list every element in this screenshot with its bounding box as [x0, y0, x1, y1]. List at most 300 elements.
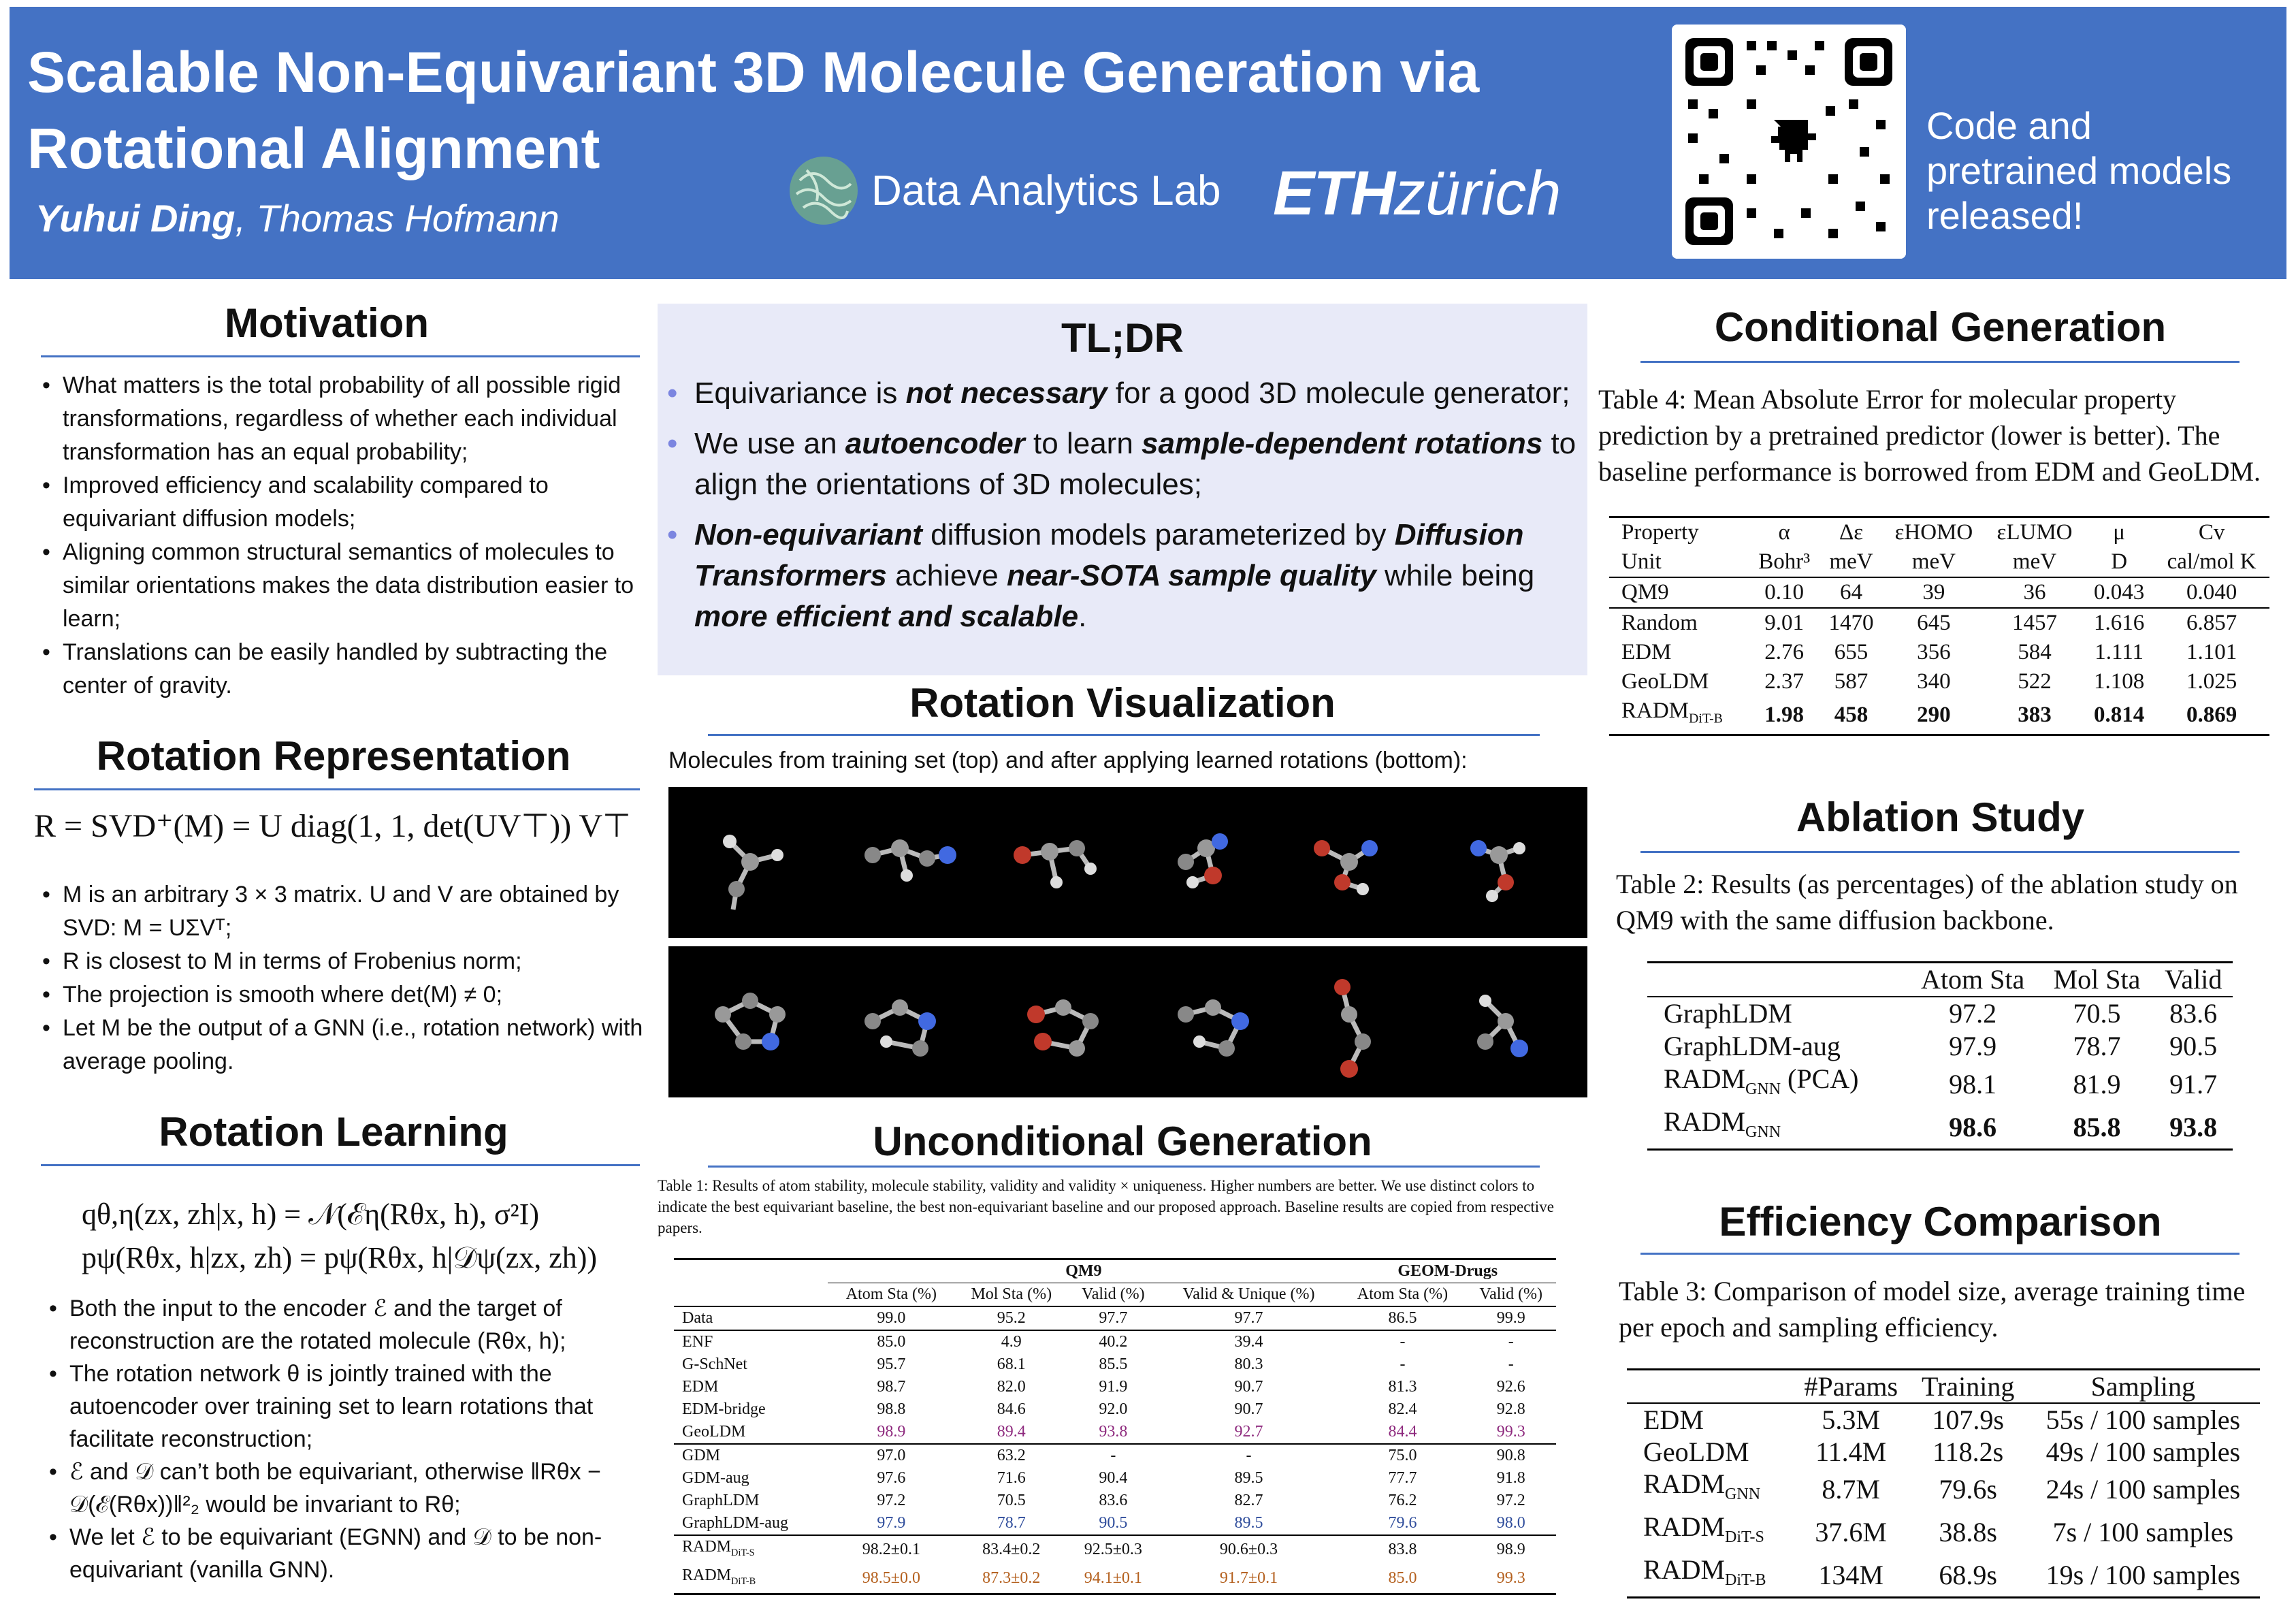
table-cell: 99.9 — [1466, 1306, 1556, 1330]
table-cell: 98.7 — [877, 1378, 906, 1396]
tldr-item-2 — [667, 423, 1583, 505]
table-header — [1627, 1370, 1792, 1404]
table-cell: 11.4M — [1815, 1436, 1887, 1467]
table-row — [674, 1512, 1556, 1535]
rotation-representation-rule — [34, 788, 640, 790]
molecule-2 — [864, 999, 936, 1057]
table-header: Valid (%) — [1082, 1285, 1145, 1303]
list-item: • ℰ and 𝒟 can’t both be equivariant, otherwise ‖Rθx − 𝒟(ℰ(Rθx))‖²₂ would be invariant to Rθ; — [49, 1456, 662, 1521]
list-item: • The rotation network θ is jointly trained with the autoencoder over training set to learn rotations that facilitate reconstruction; — [49, 1357, 662, 1456]
table-cell: 98.8 — [877, 1400, 906, 1418]
table2-caption: Table 2: Results (as percentages) of the ablation study on QM9 with the same diffusion backbone. — [1616, 869, 2238, 935]
table-cell: 39 — [1883, 577, 1985, 608]
rotation-visualization-title: Rotation Visualization — [909, 680, 1336, 726]
table-cell: 0.10 — [1749, 577, 1820, 608]
table-cell: 98.6 — [1906, 1106, 2040, 1150]
table-cell: 70.5 — [2040, 997, 2154, 1030]
table-cell: - — [1508, 1355, 1514, 1373]
tldr-text: to learn — [1024, 427, 1142, 460]
table-cell: $RADM_{GNN}$ — [1643, 1468, 1761, 1503]
table-row — [1647, 997, 2233, 1030]
table-cell: 98.2±0.1 — [828, 1535, 954, 1564]
tldr-emphasis: Non-equivariant — [694, 518, 922, 551]
lab-logo-icon — [786, 153, 861, 228]
table-cell: $RADM_{GNN}$ — [1647, 1106, 1906, 1150]
table-group-header: QM9 — [828, 1259, 1339, 1283]
table-cell: 97.0 — [828, 1444, 954, 1467]
table-cell: - — [1068, 1444, 1158, 1467]
table-group-header: GEOM-Drugs — [1339, 1259, 1556, 1283]
table-cell: 98.1 — [1949, 1068, 1997, 1099]
table-cell: 77.7 — [1388, 1469, 1417, 1487]
table-cell: 118.2s — [1933, 1436, 2004, 1467]
efficiency-title: Efficiency Comparison — [1719, 1199, 2162, 1244]
table-cell: 90.8 — [1466, 1444, 1556, 1467]
molecule-4 — [1178, 833, 1228, 888]
list-item: • What matters is the total probability of all possible rigid transformations, regardless of whether each individual transformation has an equal probability; — [42, 369, 641, 469]
table-header: cal/mol K — [2167, 549, 2257, 574]
conditional-title: Conditional Generation — [1714, 304, 2167, 350]
table-header — [674, 1283, 828, 1307]
table-cell: 92.7 — [1234, 1423, 1263, 1441]
table-row — [1627, 1403, 2260, 1436]
table-cell: - — [1159, 1444, 1340, 1467]
table1-body — [674, 1306, 1556, 1594]
table-cell: QM9 — [1609, 577, 1749, 608]
list-item: • M is an arbitrary 3 × 3 matrix. U and V are obtained by SVD: M = UΣVᵀ; — [42, 878, 655, 945]
table-row — [674, 1398, 1556, 1421]
table-header: Sampling — [2026, 1370, 2260, 1404]
table-cell: 75.0 — [1339, 1444, 1466, 1467]
table-header: Mol Sta — [2040, 963, 2154, 997]
table-cell: 78.7 — [997, 1514, 1026, 1532]
table-cell: 93.8 — [1099, 1423, 1128, 1441]
table-row — [674, 1259, 1556, 1283]
table-cell: 97.7 — [1068, 1306, 1158, 1330]
table-cell: 89.5 — [1234, 1514, 1263, 1532]
list-item: • Both the input to the encoder ℰ and the target of reconstruction are the rotated molecule (Rθx, h); — [49, 1292, 662, 1357]
table-cell: 90.7 — [1234, 1378, 1263, 1396]
tldr-text: for a good 3D molecule generator; — [1107, 376, 1570, 410]
table-header: Bohr³ — [1758, 549, 1811, 574]
table-cell: 63.2 — [954, 1444, 1068, 1467]
table3 — [1627, 1368, 2260, 1598]
table-cell: GraphLDM — [682, 1492, 760, 1509]
table-cell: G-SchNet — [682, 1355, 747, 1373]
conditional-rule — [1640, 361, 2240, 363]
motivation-rule — [41, 355, 640, 357]
table-header: #Params — [1792, 1370, 1910, 1404]
motivation-list — [42, 369, 641, 703]
rotation-visualization-caption: Molecules from training set (top) and after applying learned rotations (bottom): — [668, 748, 1468, 773]
table-cell: 0.040 — [2154, 577, 2269, 608]
table4-caption: Table 4: Mean Absolute Error for molecular property prediction by a pretrained predictor (lower is better). The baseline performance is borrowed from EDM and GeoLDM. — [1598, 384, 2261, 487]
table-header: Mol Sta (%) — [971, 1285, 1052, 1303]
table-cell: $RADM_{DiT-S}$ — [1643, 1511, 1764, 1546]
table-cell: 99.3 — [1496, 1423, 1525, 1441]
tldr-text: achieve — [886, 559, 1007, 592]
table-cell: 1457 — [1985, 608, 2084, 638]
table-row — [1647, 1063, 2233, 1106]
table-cell: 71.6 — [997, 1469, 1026, 1487]
table-cell: GeoLDM — [1621, 669, 1709, 694]
table-cell: 1.616 — [2084, 608, 2154, 638]
tldr-item-3 — [667, 515, 1583, 637]
table3-body — [1627, 1403, 2260, 1598]
table-header: meV — [1829, 549, 1873, 574]
table-cell: - — [1400, 1355, 1406, 1373]
table-row — [1609, 577, 2269, 608]
table-header: D — [2111, 549, 2128, 574]
decoder-equation: pψ(Rθx, h|zx, zh) = pψ(Rθx, h|𝒟ψ(zx, zh)) — [82, 1241, 598, 1274]
rotation-learning-title: Rotation Learning — [159, 1109, 508, 1155]
table-cell: 97.2 — [877, 1492, 906, 1509]
table-cell: $RADM_{DiT-B}$ — [674, 1564, 828, 1594]
table-header: Valid & Unique (%) — [1182, 1285, 1315, 1303]
tldr-title: TL;DR — [1061, 315, 1184, 361]
qr-note: Code and pretrained models released! — [1926, 104, 2232, 237]
tldr-item-1 — [667, 373, 1583, 414]
table-cell: 2.76 — [1764, 640, 1805, 664]
table-header: Atom Sta (%) — [845, 1285, 937, 1303]
lab-name: Data Analytics Lab — [871, 167, 1221, 214]
table-cell: 91.9 — [1099, 1378, 1128, 1396]
table-header-row — [1627, 1370, 2260, 1404]
table-cell: 68.9s — [1910, 1554, 2026, 1598]
tldr-emphasis: Diffusion Transformers — [694, 518, 1524, 592]
table-cell: 99.0 — [828, 1306, 954, 1330]
molecule-3 — [1027, 999, 1099, 1057]
table-cell: 8.7M — [1822, 1474, 1880, 1505]
tldr-emphasis: sample-dependent rotations — [1142, 427, 1543, 460]
rotation-visualization-rule — [708, 734, 1540, 736]
poster-title: Scalable Non-Equivariant 3D Molecule Generation via Rotational Alignment — [27, 40, 1480, 180]
table-cell: 107.9s — [1910, 1403, 2026, 1436]
table-cell: 83.4±0.2 — [954, 1535, 1068, 1564]
table-cell: 383 — [1985, 696, 2084, 735]
table-cell: 1470 — [1820, 608, 1883, 638]
table-cell: 0.869 — [2154, 696, 2269, 735]
table-cell: GDM — [674, 1444, 828, 1467]
unconditional-rule — [708, 1166, 1540, 1168]
table-cell: 0.814 — [2084, 696, 2154, 735]
table-header: μ — [2084, 517, 2154, 548]
table-cell: 91.8 — [1496, 1469, 1525, 1487]
table-cell: 98.0 — [1496, 1514, 1525, 1532]
table-cell: EDM — [682, 1378, 719, 1396]
table2-body — [1647, 997, 2233, 1150]
molecules-rotated-panel — [668, 946, 1587, 1097]
table-cell: Random — [1609, 608, 1749, 638]
tldr-text: Equivariance is — [694, 376, 906, 410]
table-cell: 1.108 — [2093, 669, 2145, 694]
table-row — [674, 1376, 1556, 1398]
molecule-2 — [864, 839, 956, 882]
table-cell: 98.9 — [877, 1423, 906, 1441]
rotation-representation-title: Rotation Representation — [96, 733, 571, 779]
table-header: Atom Sta (%) — [1357, 1285, 1449, 1303]
table-cell: 134M — [1792, 1554, 1910, 1598]
table-cell: GraphLDM-aug — [682, 1514, 788, 1532]
table-cell: 6.857 — [2154, 608, 2269, 638]
table-cell: 2.37 — [1764, 669, 1805, 694]
table-cell: 36 — [1985, 577, 2084, 608]
table3-caption: Table 3: Comparison of model size, average training time per epoch and sampling efficiency. — [1619, 1276, 2246, 1343]
table-cell: 655 — [1834, 640, 1869, 664]
table-cell: 83.6 — [2154, 997, 2233, 1030]
table-cell: 97.2 — [1496, 1492, 1525, 1509]
author-rest: , Thomas Hofmann — [235, 197, 560, 240]
table-cell: GeoLDM — [682, 1423, 746, 1441]
table-row — [674, 1330, 1556, 1353]
table-cell: 85.5 — [1099, 1355, 1128, 1373]
list-item: • We let ℰ to be equivariant (EGNN) and 𝒟 to be non-equivariant (vanilla GNN). — [49, 1521, 662, 1586]
table-cell: 98.5±0.0 — [828, 1564, 954, 1594]
table-row — [1627, 1511, 2260, 1554]
list-item: • The projection is smooth where det(M) ≠ 0; — [42, 978, 655, 1012]
molecule-1 — [715, 993, 786, 1050]
table-cell: 76.2 — [1388, 1492, 1417, 1509]
table-cell: 587 — [1834, 669, 1869, 694]
table-cell: 82.0 — [997, 1378, 1026, 1396]
rotation-learning-equations — [82, 1193, 667, 1280]
table-cell: 0.043 — [2084, 577, 2154, 608]
table-cell: EDM — [1627, 1403, 1792, 1436]
table-cell: 87.3±0.2 — [954, 1564, 1068, 1594]
table-cell: 91.7 — [2169, 1068, 2218, 1099]
table-row — [674, 1490, 1556, 1512]
table-header-row — [1647, 963, 2233, 997]
table-header: α — [1749, 517, 1820, 548]
tldr-emphasis: not necessary — [905, 376, 1107, 410]
tldr-emphasis: more efficient and scalable — [694, 600, 1079, 633]
table-cell: 68.1 — [997, 1355, 1026, 1373]
molecule-6 — [1470, 840, 1525, 902]
table-header: εHOMO — [1883, 517, 1985, 548]
table-cell: - — [1466, 1330, 1556, 1353]
table-cell: 91.7±0.1 — [1159, 1564, 1340, 1594]
tldr-emphasis: autoencoder — [845, 427, 1025, 460]
table-cell: 79.6s — [1939, 1474, 1997, 1505]
table-row — [674, 1444, 1556, 1467]
table-row — [1647, 1106, 2233, 1150]
table-header: Cv — [2154, 517, 2269, 548]
table-cell: 458 — [1820, 696, 1883, 735]
table-cell: GraphLDM — [1647, 997, 1906, 1030]
table-cell: GeoLDM — [1643, 1436, 1749, 1467]
tldr-list — [667, 373, 1583, 647]
table-cell: 356 — [1917, 640, 1951, 664]
table-cell: $RADM_{DiT-B}$ — [1609, 696, 1749, 735]
eth-logo-light: zürich — [1394, 159, 1562, 228]
table-cell: 90.5 — [1099, 1514, 1128, 1532]
list-item: • Translations can be easily handled by subtracting the center of gravity. — [42, 636, 641, 703]
table-header — [1647, 963, 1906, 997]
table1-caption: Table 1: Results of atom stability, molecule stability, validity and validity × uniqueness. Higher numbers are better. We use distinct colors to indicate the best equivariant baseline, the best non-equivariant baseline and our proposed approach. Baseline results are copied from respective papers. — [658, 1177, 1554, 1236]
table-row — [674, 1306, 1556, 1330]
table-cell: 86.5 — [1339, 1306, 1466, 1330]
table-cell: 7s / 100 samples — [2052, 1517, 2234, 1547]
table-row — [1609, 696, 2269, 735]
encoder-equation: qθ,η(zx, zh|x, h) = 𝒩(ℰη(Rθx, h), σ²I) — [82, 1198, 540, 1231]
table-cell: 645 — [1883, 608, 1985, 638]
table-cell: $RADM_{DiT-B}$ — [1627, 1554, 1792, 1598]
table-header: Atom Sta — [1906, 963, 2040, 997]
table-cell: 81.9 — [2073, 1068, 2121, 1099]
table-cell: 90.4 — [1099, 1469, 1128, 1487]
table-cell: 79.6 — [1388, 1514, 1417, 1532]
list-item: • Aligning common structural semantics of molecules to similar orientations makes the data distribution easier to learn; — [42, 536, 641, 636]
table-cell: 92.6 — [1496, 1378, 1525, 1396]
table4-body — [1609, 577, 2269, 735]
table-cell: 97.9 — [877, 1514, 906, 1532]
table-cell: 4.9 — [954, 1330, 1068, 1353]
table-cell: 90.6±0.3 — [1159, 1535, 1340, 1564]
tldr-text: while being — [1376, 559, 1535, 592]
table-cell: 95.2 — [954, 1306, 1068, 1330]
tldr-text: . — [1078, 600, 1087, 633]
molecule-3 — [1014, 840, 1097, 888]
eth-logo — [1273, 158, 1561, 229]
tldr-text: diffusion models parameterized by — [922, 518, 1395, 551]
authors — [35, 196, 560, 240]
table-row — [674, 1467, 1556, 1490]
table-cell: 85.0 — [828, 1330, 954, 1353]
table-header-row — [1609, 517, 2269, 548]
table-cell: ENF — [674, 1330, 828, 1353]
list-item: • Improved efficiency and scalability compared to equivariant diffusion models; — [42, 469, 641, 536]
table-cell: 89.4 — [997, 1423, 1026, 1441]
table-cell: Data — [674, 1306, 828, 1330]
table-cell: EDM-bridge — [682, 1400, 766, 1418]
molecule-6 — [1477, 995, 1528, 1057]
table-header: Training — [1910, 1370, 2026, 1404]
table-cell: 97.2 — [1906, 997, 2040, 1030]
table-cell: 522 — [2018, 669, 2052, 694]
rotation-learning-list — [49, 1292, 662, 1586]
table-cell: 90.5 — [2169, 1031, 2218, 1061]
table-cell — [674, 1259, 828, 1283]
table-cell: 290 — [1883, 696, 1985, 735]
table1 — [674, 1258, 1556, 1595]
ablation-title: Ablation Study — [1796, 794, 2085, 840]
table-cell: 1.111 — [2095, 640, 2144, 664]
table-cell: 1.025 — [2186, 669, 2237, 694]
table-header: meV — [2012, 549, 2057, 574]
table-row — [1647, 1030, 2233, 1063]
list-item: • Let M be the output of a GNN (i.e., rotation network) with average pooling. — [42, 1012, 655, 1078]
table-cell: 84.4 — [1388, 1423, 1417, 1441]
table-header: Valid — [2154, 963, 2233, 997]
table-cell: 90.7 — [1234, 1400, 1263, 1418]
table-cell: 85.8 — [2040, 1106, 2154, 1150]
table-cell: 64 — [1820, 577, 1883, 608]
table-cell: 19s / 100 samples — [2026, 1554, 2260, 1598]
table-cell: 24s / 100 samples — [2046, 1474, 2241, 1505]
table-cell: 92.8 — [1496, 1400, 1525, 1418]
table-cell: 1.98 — [1749, 696, 1820, 735]
rotation-representation-list — [42, 878, 655, 1078]
molecule-4 — [1178, 999, 1249, 1057]
table-header: Valid (%) — [1479, 1285, 1543, 1303]
molecule-5 — [1334, 979, 1371, 1078]
table-header: Unit — [1621, 549, 1662, 574]
table-header: εLUMO — [1985, 517, 2084, 548]
tldr-text: to align the orientations of 3D molecules; — [694, 427, 1577, 501]
table-cell: 80.3 — [1234, 1355, 1263, 1373]
table-cell: 84.6 — [997, 1400, 1026, 1418]
table-row — [1609, 638, 2269, 667]
molecules-training-panel — [668, 787, 1587, 938]
table-cell: $RADM_{GNN}$ (PCA) — [1664, 1063, 1859, 1098]
table-cell: 92.0 — [1099, 1400, 1128, 1418]
table-cell: 39.4 — [1159, 1330, 1340, 1353]
table-cell: 83.8 — [1339, 1535, 1466, 1564]
tldr-text: We use an — [694, 427, 845, 460]
table-cell: 89.5 — [1234, 1469, 1263, 1487]
table-cell: GDM-aug — [682, 1469, 749, 1487]
table-cell: 49s / 100 samples — [2046, 1436, 2241, 1467]
table-cell: 98.9 — [1466, 1535, 1556, 1564]
rotation-learning-rule — [41, 1164, 640, 1166]
table-cell: 97.7 — [1159, 1306, 1340, 1330]
qr-code-icon[interactable] — [1672, 25, 1906, 259]
author-main: Yuhui Ding — [35, 197, 236, 240]
table-row — [674, 1564, 1556, 1594]
table-cell: 5.3M — [1792, 1403, 1910, 1436]
table-cell: 81.3 — [1388, 1378, 1417, 1396]
unconditional-title: Unconditional Generation — [873, 1119, 1372, 1164]
table-cell: 93.8 — [2154, 1106, 2233, 1150]
table-header-row — [674, 1283, 1556, 1307]
motivation-title: Motivation — [225, 300, 429, 346]
table-cell: 82.7 — [1234, 1492, 1263, 1509]
table-cell: GraphLDM-aug — [1664, 1031, 1841, 1061]
table-header: Δε — [1820, 517, 1883, 548]
table-row — [674, 1353, 1556, 1376]
efficiency-rule — [1640, 1253, 2240, 1255]
table-cell: 584 — [2018, 640, 2052, 664]
table-cell: 99.3 — [1466, 1564, 1556, 1594]
table-row — [674, 1535, 1556, 1564]
table-cell: 40.2 — [1068, 1330, 1158, 1353]
table-cell: 92.5±0.3 — [1068, 1535, 1158, 1564]
table-header-row — [1609, 547, 2269, 577]
table-row — [1627, 1554, 2260, 1598]
table-cell: 38.8s — [1939, 1517, 1997, 1547]
table-row — [1609, 667, 2269, 696]
table-cell: 95.7 — [877, 1355, 906, 1373]
table-cell: EDM — [1621, 640, 1672, 664]
table-header: meV — [1911, 549, 1956, 574]
tldr-emphasis: near-SOTA sample quality — [1006, 559, 1376, 592]
table-row — [1627, 1436, 2260, 1468]
svd-equation: R = SVD⁺(M) = U diag(1, 1, det(UV⊤)) V⊤ — [34, 808, 631, 844]
list-item: • R is closest to M in terms of Frobenius norm; — [42, 945, 655, 978]
table-cell: 70.5 — [997, 1492, 1026, 1509]
molecule-5 — [1314, 840, 1378, 895]
table-cell: 78.7 — [2073, 1031, 2121, 1061]
table4 — [1609, 516, 2269, 736]
table-cell: 97.9 — [1949, 1031, 1997, 1061]
table-cell: 340 — [1917, 669, 1951, 694]
table-cell: 82.4 — [1388, 1400, 1417, 1418]
table-cell: 9.01 — [1749, 608, 1820, 638]
table-cell: 83.6 — [1099, 1492, 1128, 1509]
table-cell: 1.101 — [2186, 640, 2237, 664]
table-cell: 97.6 — [877, 1469, 906, 1487]
molecule-1 — [723, 835, 783, 910]
